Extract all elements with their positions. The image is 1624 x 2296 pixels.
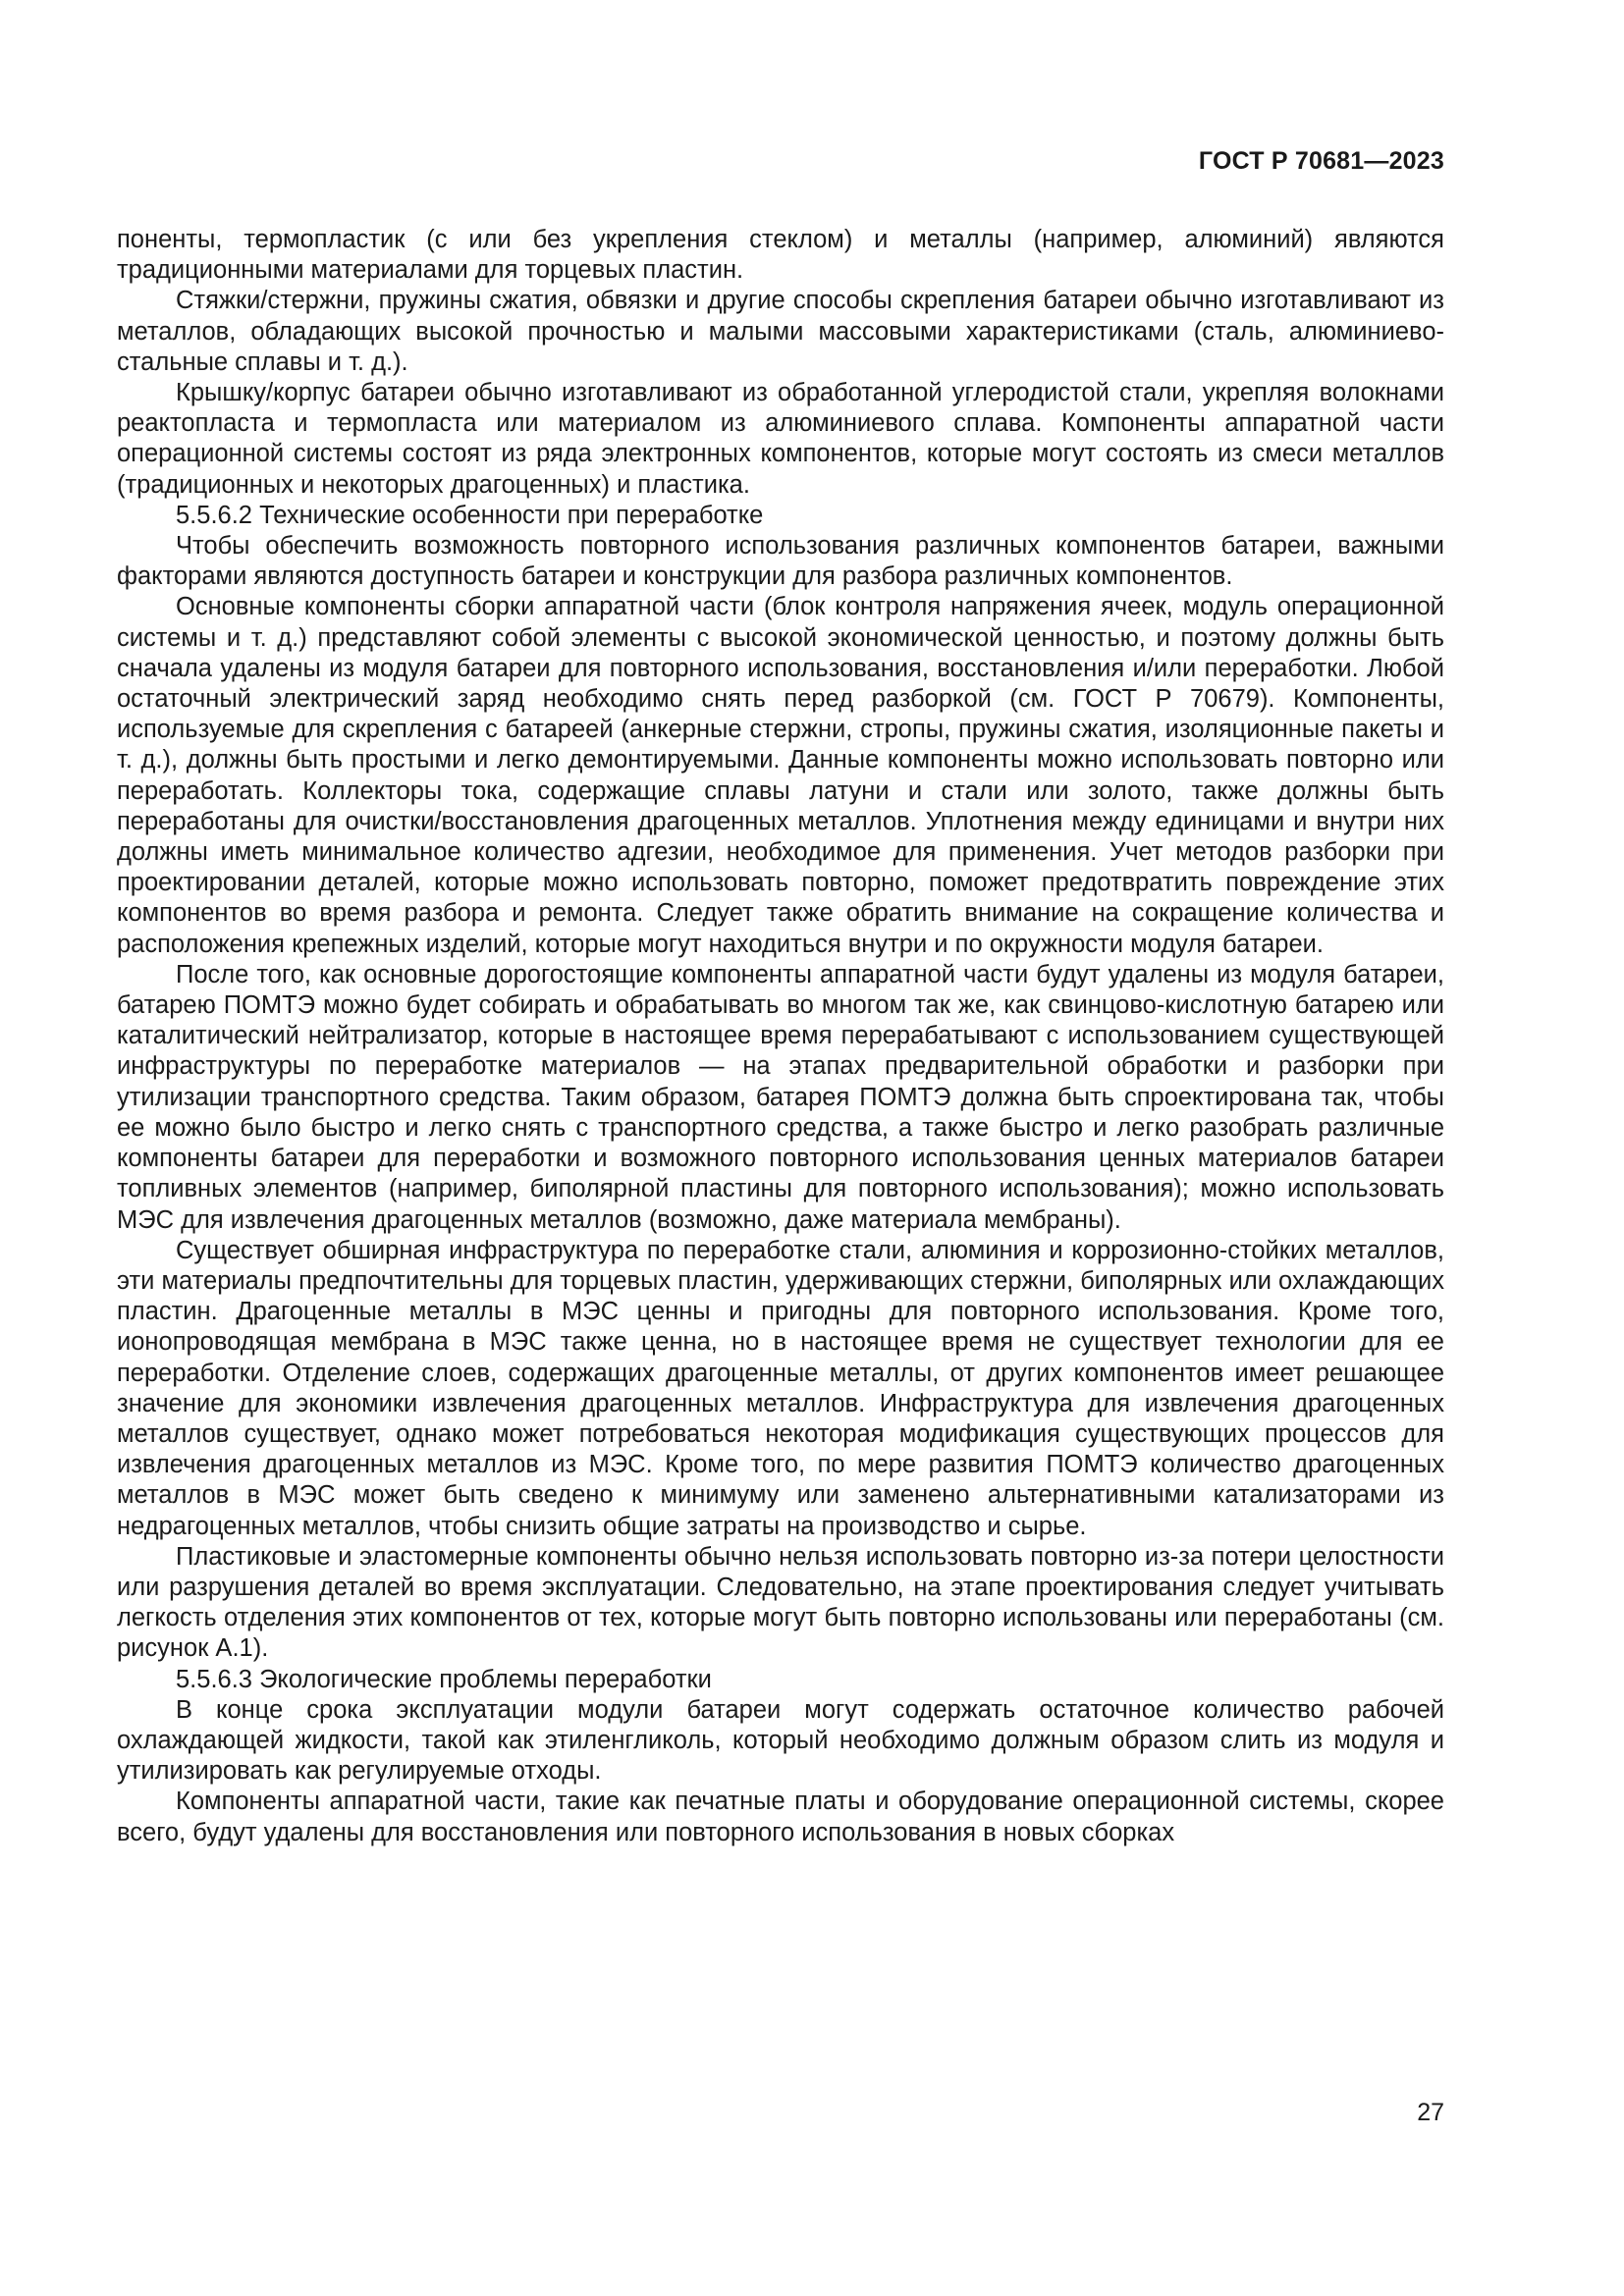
page-number: 27 xyxy=(1417,2099,1444,2126)
paragraph: После того, как основные дорогостоящие компоненты аппаратной части будут удалены из модуля батареи, батарею ПОМТЭ можно будет собирать и обрабатывать во многом так же, как свинцово-кислотную батарею или каталитический нейтрализатор, которые в настоящее время перерабатывают с использованием существующей инфраструктуры по переработке материалов — на этапах предварительной обработки и разборки при утилизации транспортного средства. Таким образом, батарея ПОМТЭ должна быть спроектирована так, чтобы ее можно было быстро и легко снять с транспортного средства, а также быстро и легко разобрать различные компоненты батареи для переработки и возможного повторного использования ценных материалов батареи топливных элементов (например, биполярной пластины для повторного использования); можно использовать МЭС для извлечения драгоценных металлов (возможно, даже материала мембраны). xyxy=(117,960,1444,1234)
paragraph: Пластиковые и эластомерные компоненты обычно нельзя использовать повторно из-за потери целостности или разрушения деталей во время эксплуатации. Следовательно, на этапе проектирования следует учитывать легкость отделения этих компонентов от тех, которые могут быть повторно использованы или переработаны (см. рисунок А.1). xyxy=(117,1542,1444,1663)
paragraph: В конце срока эксплуатации модули батареи могут содержать остаточное количество рабочей охлаждающей жидкости, такой как этиленгликоль, который необходимо должным образом слить из модуля и утилизировать как регулируемые отходы. xyxy=(117,1695,1444,1786)
paragraph: Чтобы обеспечить возможность повторного использования различных компонентов батареи, важными факторами являются доступность батареи и конструкции для разбора различных компонентов. xyxy=(117,532,1444,591)
body-text xyxy=(117,225,1444,1848)
paragraph: Существует обширная инфраструктура по переработке стали, алюминия и коррозионно-стойких металлов, эти материалы предпочтительны для торцевых пластин, удерживающих стержни, биполярных или охлаждающих пластин. Драгоценные металлы в МЭС ценны и пригодны для повторного использования. Кроме того, ионопроводящая мембрана в МЭС также ценна, но в настоящее время не существует технологии для ее переработки. Отделение слоев, содержащих драгоценные металлы, от других компонентов имеет решающее значение для экономики извлечения драгоценных металлов. Инфраструктура для извлечения драгоценных металлов существует, однако может потребоваться некоторая модификация существующих процессов для извлечения драгоценных металлов из МЭС. Кроме того, по мере развития ПОМТЭ количество драгоценных металлов в МЭС может быть сведено к минимуму или заменено альтернативными катализаторами из недрагоценных металлов, чтобы снизить общие затраты на производство и сырье. xyxy=(117,1236,1444,1540)
paragraph: Основные компоненты сборки аппаратной части (блок контроля напряжения ячеек, модуль операционной системы и т. д.) представляют собой элементы с высокой экономической ценностью, и поэтому должны быть сначала удалены из модуля батареи для повторного использования, восстановления и/или переработки. Любой остаточный электрический заряд необходимо снять перед разборкой (см. ГОСТ Р 70679). Компоненты, используемые для скрепления с батареей (анкерные стержни, стропы, пружины сжатия, изоляционные пакеты и т. д.), должны быть простыми и легко демонтируемыми. Данные компоненты можно использовать повторно или переработать. Коллекторы тока, содержащие сплавы латуни и стали или золото, также должны быть переработаны для очистки/восстановления драгоценных металлов. Уплотнения между единицами и внутри них должны иметь минимальное количество адгезии, необходимое для применения. Учет методов разборки при проектировании деталей, которые можно использовать повторно, поможет предотвратить повреждение этих компонентов во время разбора и ремонта. Следует также обратить внимание на сокращение количества и расположения крепежных изделий, которые могут находиться внутри и по окружности модуля батареи. xyxy=(117,593,1444,958)
section-heading: 5.5.6.2 Технические особенности при переработке xyxy=(176,501,764,529)
document-code: ГОСТ Р 70681—2023 xyxy=(1198,147,1444,175)
paragraph: поненты, термопластик (с или без укрепления стеклом) и металлы (например, алюминий) являются традиционными материалами для торцевых пластин. xyxy=(117,226,1444,285)
paragraph: Крышку/корпус батареи обычно изготавливают из обработанной углеродистой стали, укрепляя волокнами реактопласта и термопласта или материалом из алюминиевого сплава. Компоненты аппаратной части операционной системы состоят из ряда электронных компонентов, которые могут состоять из смеси металлов (традиционных и некоторых драгоценных) и пластика. xyxy=(117,379,1444,499)
section-heading: 5.5.6.3 Экологические проблемы переработки xyxy=(176,1665,712,1693)
paragraph: Стяжки/стержни, пружины сжатия, обвязки и другие способы скрепления батареи обычно изготавливают из металлов, обладающих высокой прочностью и малыми массовыми характеристиками (сталь, алюминиево-стальные сплавы и т. д.). xyxy=(117,287,1444,376)
paragraph: Компоненты аппаратной части, такие как печатные платы и оборудование операционной системы, скорее всего, будут удалены для восстановления или повторного использования в новых сборках xyxy=(117,1788,1444,1846)
